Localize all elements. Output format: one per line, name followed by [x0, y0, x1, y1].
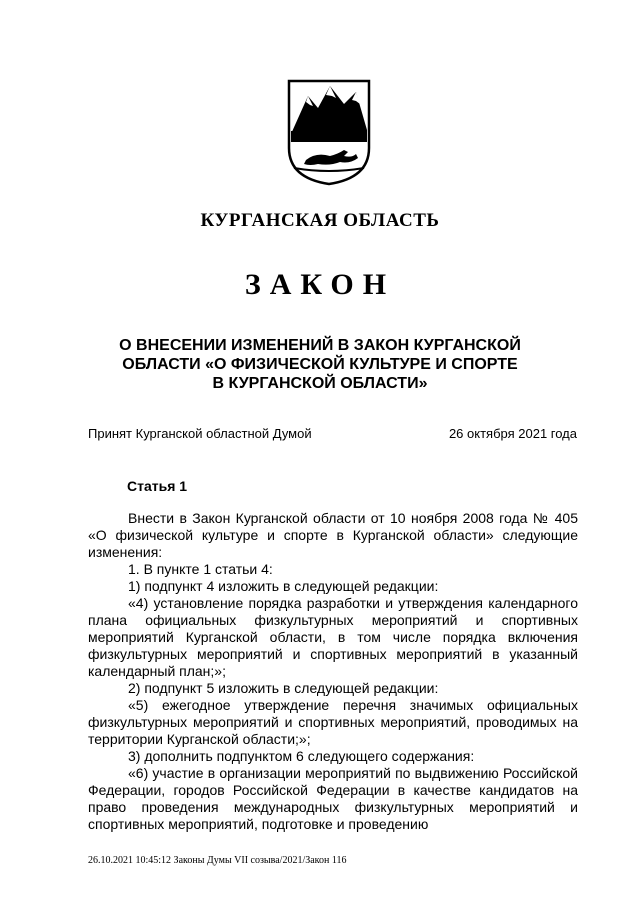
footer-stamp: 26.10.2021 10:45:12 Законы Думы VII созыва/2021/Закон 116 [88, 855, 347, 866]
paragraph: «6) участие в организации мероприятий по выдвижению Российской Федерации, городов Российской Федерации в качестве кандидатов на право проведения международных физкультурных мероприятий и спортивных мероприятий, подготовке и проведению [88, 765, 578, 832]
article-heading: Статья 1 [127, 478, 188, 494]
law-title-line: В КУРГАНСКОЙ ОБЛАСТИ» [212, 375, 428, 392]
coat-of-arms-icon [286, 78, 372, 186]
adoption-line [88, 426, 577, 441]
paragraph: Внести в Закон Курганской области от 10 ноября 2008 года № 405 «О физической культуре и спорте в Курганской области» следующие изменения: [88, 510, 578, 560]
law-title-line: ОБЛАСТИ «О ФИЗИЧЕСКОЙ КУЛЬТУРЕ И СПОРТЕ [122, 356, 518, 373]
adoption-date: 26 октября 2021 года [448, 426, 577, 441]
paragraph: «4) установление порядка разработки и утверждения календарного плана официальных физкультурных мероприятий и спортивных мероприятий Курганской области, в том числе порядка включения физкультурных мероприятий и спортивных мероприятий в указанный календарный план;»; [88, 595, 578, 679]
document-type: ЗАКОН [244, 268, 396, 301]
paragraph: 1) подпункт 4 изложить в следующей редакции: [128, 578, 439, 594]
paragraph: 1. В пункте 1 статьи 4: [128, 561, 273, 577]
adopted-by: Принят Курганской областной Думой [88, 426, 312, 441]
law-title [100, 336, 540, 393]
region-name: КУРГАНСКАЯ ОБЛАСТЬ [200, 210, 440, 231]
article-body [88, 510, 578, 833]
paragraph: «5) ежегодное утверждение перечня значимых официальных физкультурных мероприятий и спортивных мероприятий, проводимых на территории Курганской области;»; [88, 697, 578, 747]
paragraph: 2) подпункт 5 изложить в следующей редакции: [128, 680, 439, 696]
paragraph: 3) дополнить подпунктом 6 следующего содержания: [128, 748, 475, 764]
law-title-line: О ВНЕСЕНИИ ИЗМЕНЕНИЙ В ЗАКОН КУРГАНСКОЙ [119, 337, 521, 354]
